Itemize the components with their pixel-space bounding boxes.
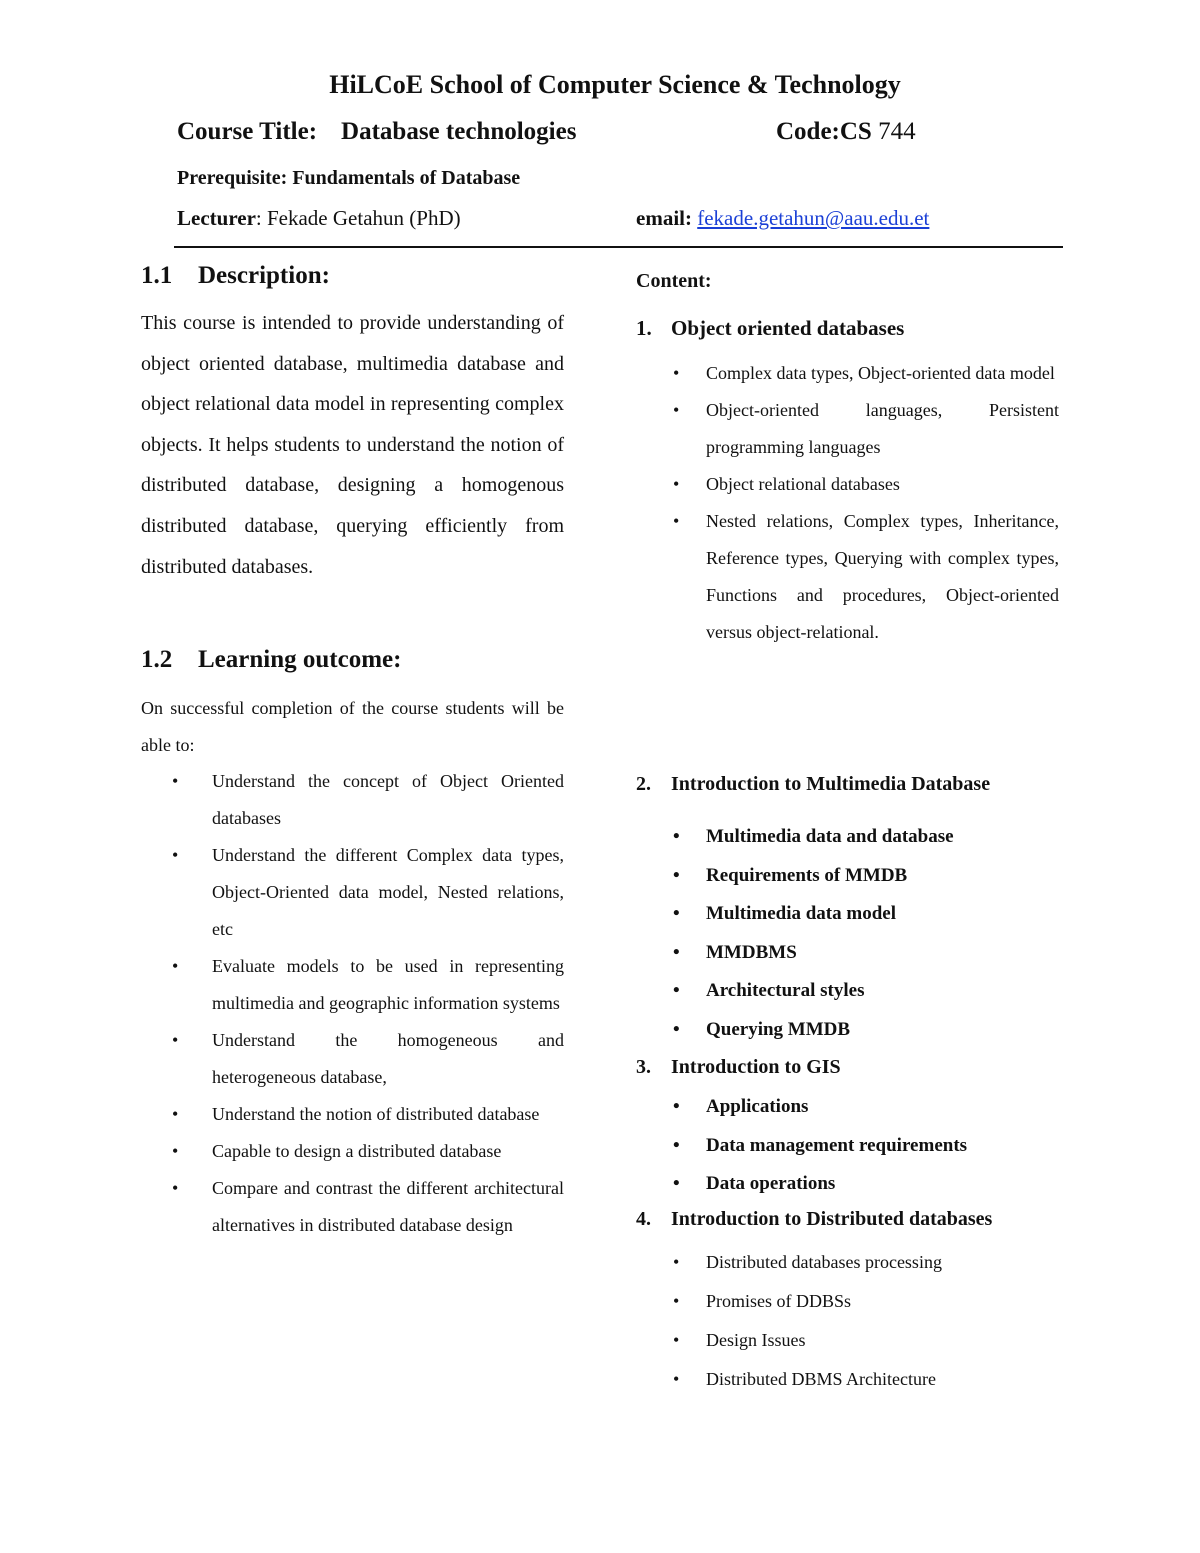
- section-title: Object oriented databases: [671, 316, 905, 340]
- section-3-heading: [636, 1056, 841, 1079]
- list-item: • Requirements of MMDB: [636, 857, 1059, 896]
- learning-outcome-intro: On successful completion of the course students will be able to:: [141, 698, 564, 755]
- list-item: • Design Issues: [636, 1321, 1059, 1360]
- school-title: HiLCoE School of Computer Science & Technology: [329, 70, 901, 99]
- list-item: • Data operations: [636, 1165, 1059, 1204]
- section-title: Introduction to GIS: [671, 1056, 841, 1078]
- learning-outcome-list: [141, 763, 564, 1244]
- course-code-label: Code:CS: [776, 118, 872, 145]
- lecturer-line: [177, 206, 461, 231]
- email-link[interactable]: fekade.getahun@aau.edu.et: [697, 206, 930, 230]
- section-4-topics: [636, 1243, 1059, 1399]
- list-item: • Evaluate models to be used in representing multimedia and geographic information systems: [141, 948, 564, 1022]
- section-number: 3.: [636, 1056, 651, 1078]
- prerequisite: Prerequisite: Fundamentals of Database: [177, 167, 521, 189]
- list-item: • MMDBMS: [636, 934, 1059, 973]
- section-2-topics: [636, 818, 1059, 1049]
- section-title: Introduction to Multimedia Database: [671, 773, 991, 795]
- list-item: • Multimedia data and database: [636, 818, 1059, 857]
- list-item: • Understand the notion of distributed database: [141, 1096, 564, 1133]
- section-3-topics: [636, 1088, 1059, 1204]
- course-title: Database technologies: [341, 118, 577, 145]
- description-body: This course is intended to provide understanding of object oriented database, multimedia database and object relational data model in representing complex objects. It helps students to understand the notion of distributed database, designing a homogenous distributed database, querying efficiently from distributed databases.: [141, 312, 564, 578]
- header-divider: [174, 246, 1063, 248]
- email-label: email: [636, 206, 685, 230]
- list-item: • Data management requirements: [636, 1127, 1059, 1166]
- course-code-number: 744: [878, 118, 916, 145]
- list-item: • Promises of DDBSs: [636, 1282, 1059, 1321]
- list-item: • Understand the different Complex data types, Object-Oriented data model, Nested relations, etc: [141, 837, 564, 948]
- lecturer-name: : Fekade Getahun (PhD): [255, 206, 461, 230]
- description-title: Description:: [198, 262, 330, 289]
- list-item: • Understand the homogeneous and heterogeneous database,: [141, 1022, 564, 1096]
- lecturer-label: Lecturer: [177, 206, 256, 230]
- content-heading: Content:: [636, 270, 712, 292]
- email-line: email: fekade.getahun@aau.edu.et: [636, 206, 930, 230]
- learning-outcome-title: Learning outcome:: [198, 646, 402, 673]
- list-item: • Distributed databases processing: [636, 1243, 1059, 1282]
- section-1-topics: [636, 355, 1059, 651]
- list-item: • Complex data types, Object-oriented data model: [636, 355, 1059, 392]
- learning-outcome-heading: [141, 646, 401, 674]
- section-2-heading: [636, 773, 990, 796]
- list-item: • Multimedia data model: [636, 895, 1059, 934]
- list-item: • Querying MMDB: [636, 1011, 1059, 1050]
- section-number: 1.: [636, 316, 652, 340]
- list-item: • Nested relations, Complex types, Inheritance, Reference types, Querying with complex types, Functions and procedures, Object-oriented versus object-relational.: [636, 503, 1059, 651]
- list-item: • Object relational databases: [636, 466, 1059, 503]
- description-heading: [141, 262, 330, 290]
- list-item: • Object-oriented languages, Persistent programming languages: [636, 392, 1059, 466]
- list-item: • Applications: [636, 1088, 1059, 1127]
- list-item: • Architectural styles: [636, 972, 1059, 1011]
- section-1-heading: [636, 316, 904, 341]
- list-item: • Compare and contrast the different architectural alternatives in distributed database design: [141, 1170, 564, 1244]
- learning-outcome-number: 1.2: [141, 646, 173, 673]
- list-item: • Distributed DBMS Architecture: [636, 1360, 1059, 1399]
- course-title-line: [177, 118, 576, 146]
- section-4-heading: [636, 1208, 992, 1231]
- course-title-label: Course Title:: [177, 118, 318, 145]
- course-code-line: [776, 118, 916, 146]
- description-number: 1.1: [141, 262, 173, 289]
- section-number: 2.: [636, 773, 651, 795]
- section-title: Introduction to Distributed databases: [671, 1208, 993, 1230]
- section-number: 4.: [636, 1208, 651, 1230]
- list-item: • Understand the concept of Object Oriented databases: [141, 763, 564, 837]
- list-item: • Capable to design a distributed database: [141, 1133, 564, 1170]
